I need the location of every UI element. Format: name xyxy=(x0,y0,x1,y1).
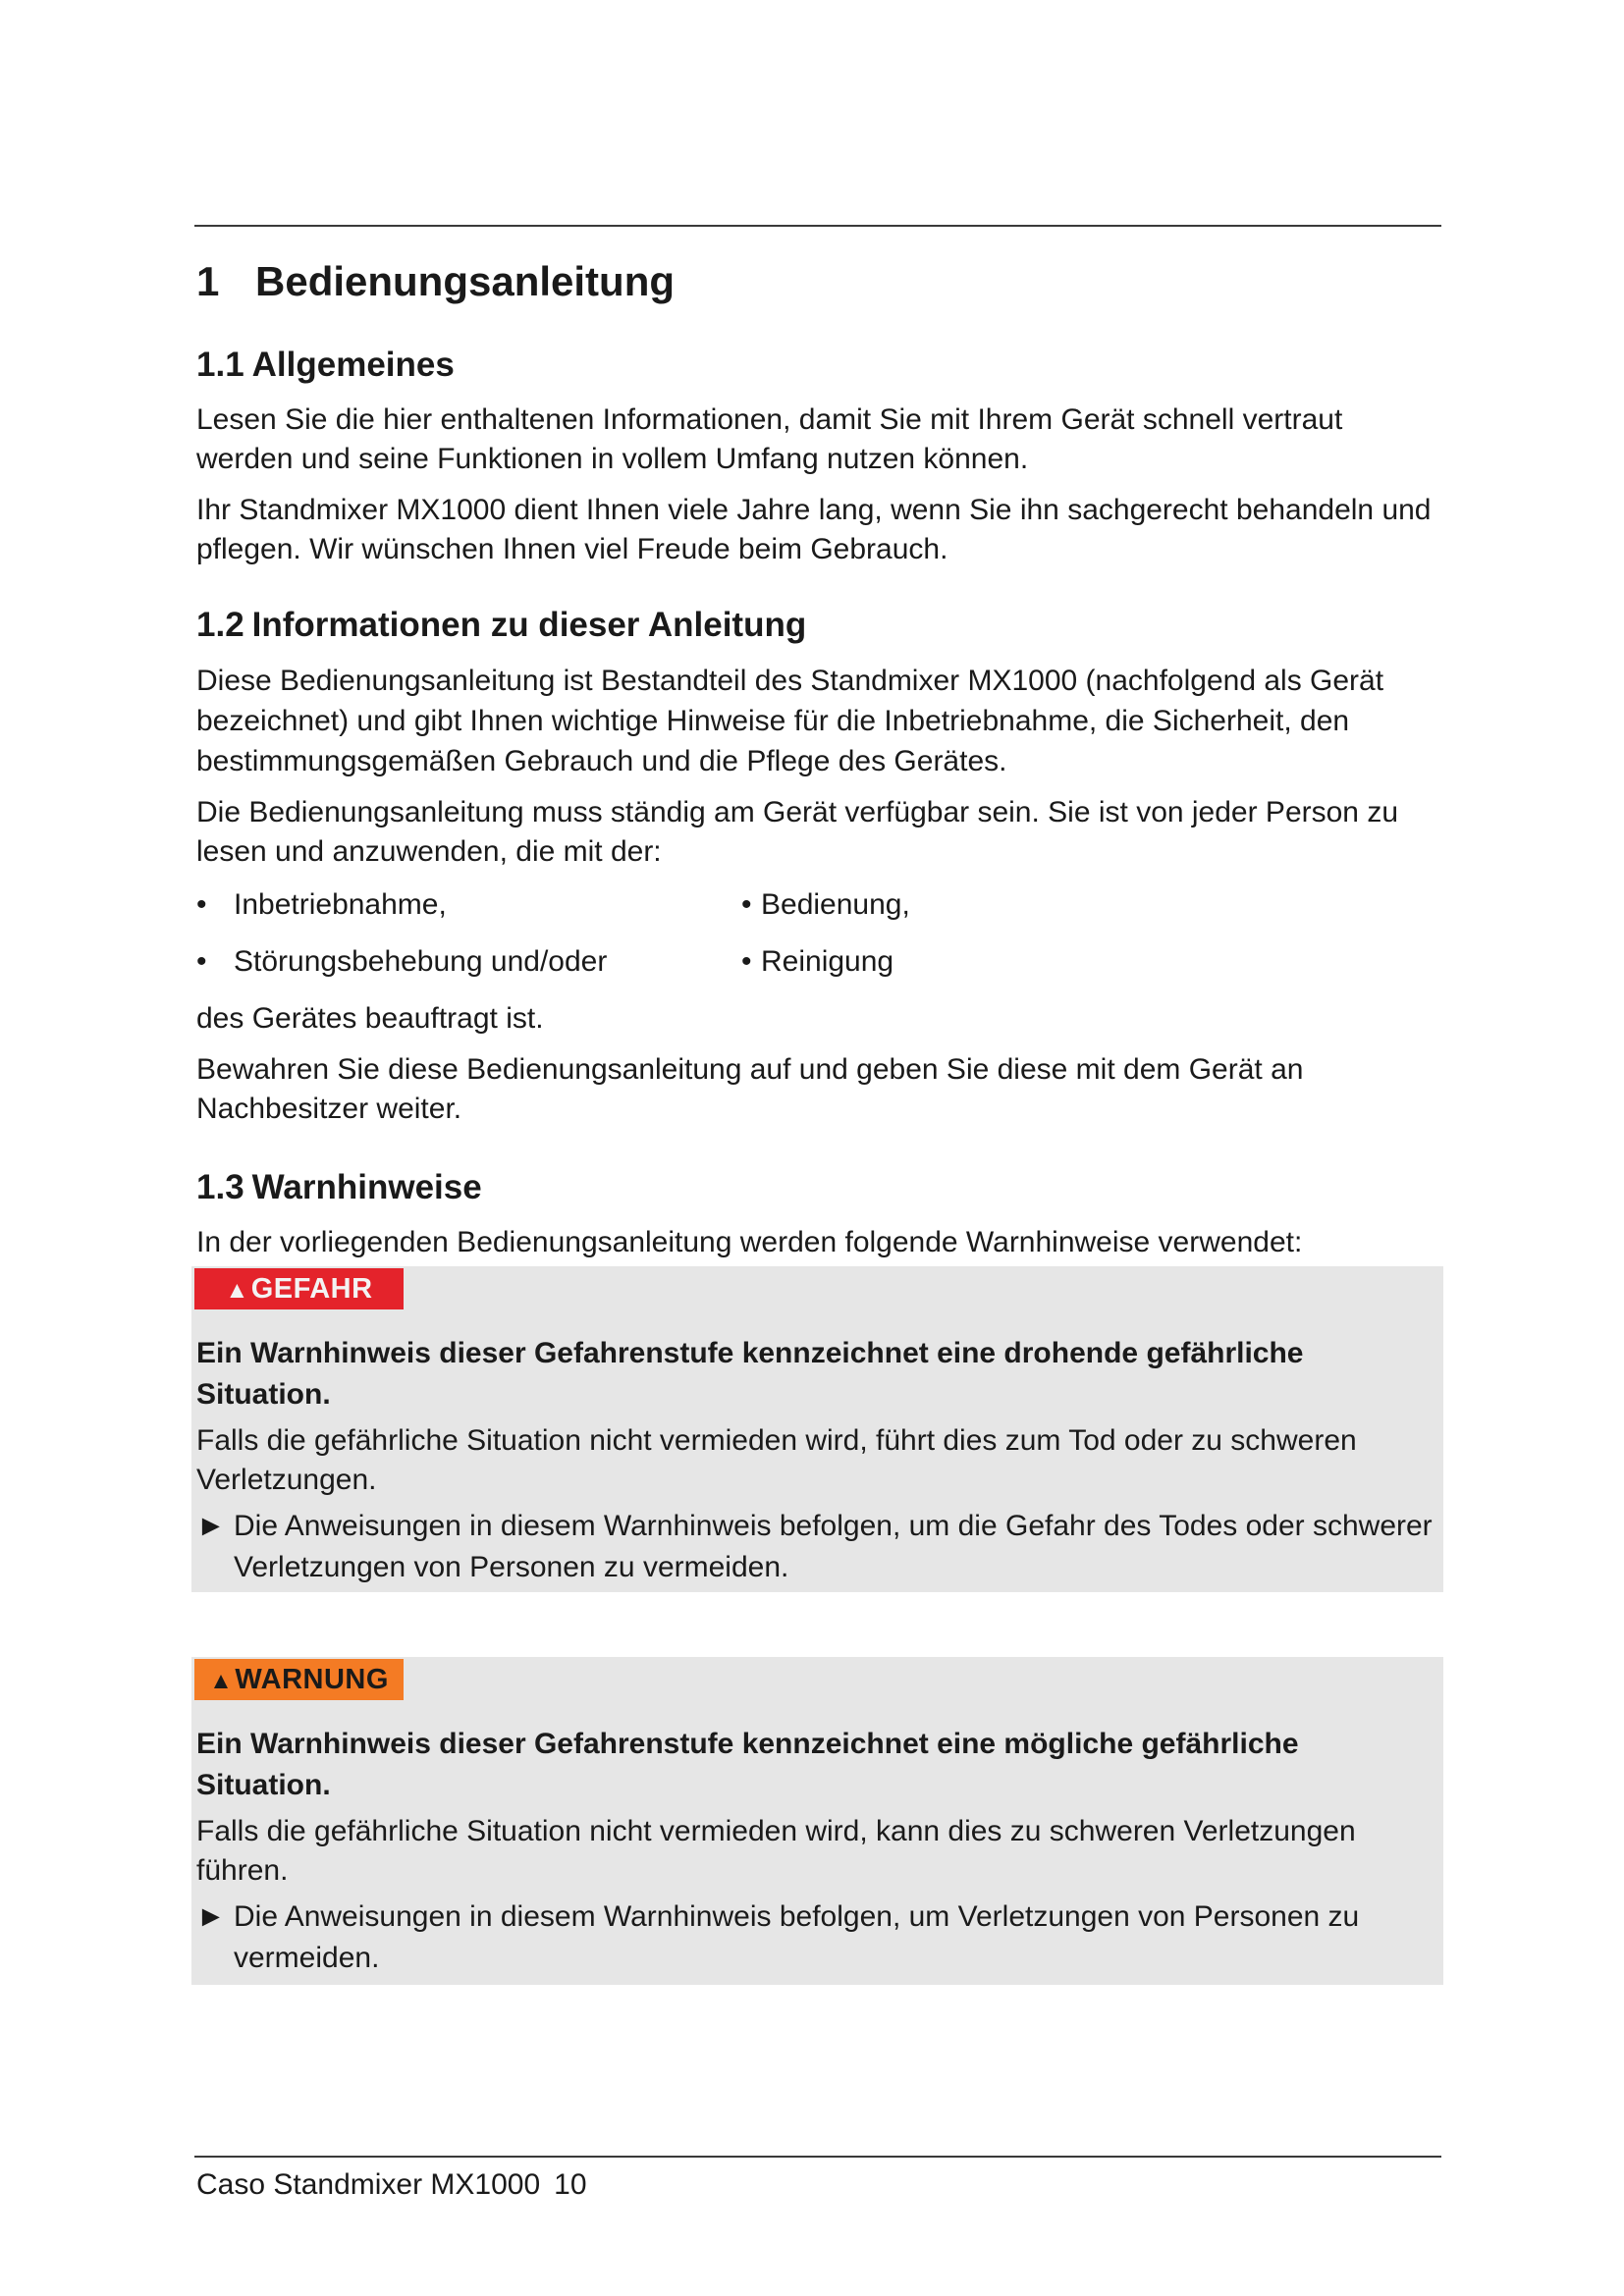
list-item: • Bedienung, xyxy=(741,888,910,921)
bullet-list xyxy=(196,885,1443,982)
notice-text: Falls die gefährliche Situation nicht vermieden wird, kann dies zu schweren Verletzungen führen. xyxy=(196,1815,1356,1887)
paragraph: In der vorliegenden Bedienungsanleitung werden folgende Warnhinweise verwendet: xyxy=(196,1226,1303,1258)
paragraph: Lesen Sie die hier enthaltenen Informationen, damit Sie mit Ihrem Gerät schnell vertraut werden und seine Funktionen in vollem Umfang nutzen können. xyxy=(196,403,1343,475)
chapter-title xyxy=(196,253,1443,310)
paragraph: Die Bedienungsanleitung muss ständig am Gerät verfügbar sein. Sie ist von jeder Person zu lesen und anzuwenden, die mit der: xyxy=(196,796,1399,868)
page-content xyxy=(196,253,1443,1262)
paragraph: Bewahren Sie diese Bedienungsanleitung auf und geben Sie diese mit dem Gerät an Nachbesitzer weiter. xyxy=(196,1053,1304,1125)
section-title: Informationen zu dieser Anleitung xyxy=(251,606,807,644)
chapter-title-text: Bedienungsanleitung xyxy=(255,258,676,304)
list-item: • Störungsbehebung und/oder xyxy=(196,945,608,978)
paragraph: Ihr Standmixer MX1000 dient Ihnen viele Jahre lang, wenn Sie ihn sachgerecht behandeln und pflegen. Wir wünschen Ihnen viel Freude beim Gebrauch. xyxy=(196,494,1432,565)
list-item: • Reinigung xyxy=(741,945,894,978)
arrow-right-icon: ► xyxy=(196,1900,226,1933)
list-item: • Inbetriebnahme, xyxy=(196,888,447,921)
header-rule xyxy=(194,225,1441,227)
paragraph: Diese Bedienungsanleitung ist Bestandteil des Standmixer MX1000 (nachfolgend als Gerät bezeichnet) und gibt Ihnen wichtige Hinweise für die Inbetriebnahme, die Sicherheit, den bestimmungsgemäßen Gebrauch und die Pflege des Gerätes. xyxy=(196,665,1384,777)
page-footer xyxy=(196,2165,587,2205)
page-number: 10 xyxy=(554,2168,587,2201)
section-number: 1.1 xyxy=(196,346,244,384)
chapter-number: 1 xyxy=(196,258,220,304)
footer-rule xyxy=(194,2156,1441,2158)
section-heading-general xyxy=(196,342,1443,389)
danger-notice xyxy=(191,1266,1443,1592)
footer-label: Caso Standmixer MX1000 xyxy=(196,2168,541,2201)
section-title: Warnhinweise xyxy=(251,1168,482,1206)
section-heading-warn xyxy=(196,1164,1443,1211)
notice-headline: Ein Warnhinweis dieser Gefahrenstufe kennzeichnet eine drohende gefährliche Situation. xyxy=(196,1337,1304,1411)
danger-badge: ▲GEFAHR xyxy=(194,1268,404,1309)
arrow-right-icon: ► xyxy=(196,1510,226,1542)
notice-instruction: ► Die Anweisungen in diesem Warnhinweis befolgen, um die Gefahr des Todes oder schwerer Verletzungen von Personen zu vermeiden. xyxy=(196,1506,1435,1588)
notice-headline: Ein Warnhinweis dieser Gefahrenstufe kennzeichnet eine mögliche gefährliche Situation. xyxy=(196,1728,1299,1801)
section-number: 1.2 xyxy=(196,606,244,644)
notice-instruction: ► Die Anweisungen in diesem Warnhinweis befolgen, um Verletzungen von Personen zu vermeiden. xyxy=(196,1896,1435,1979)
warning-badge: ▲WARNUNG xyxy=(194,1659,404,1700)
section-title: Allgemeines xyxy=(251,346,455,384)
notice-text: Falls die gefährliche Situation nicht vermieden wird, führt dies zum Tod oder zu schweren Verletzungen. xyxy=(196,1424,1357,1496)
paragraph: des Gerätes beauftragt ist. xyxy=(196,1002,544,1035)
warning-triangle-icon: ▲ xyxy=(209,1668,234,1694)
section-number: 1.3 xyxy=(196,1168,244,1206)
section-heading-info xyxy=(196,602,1443,649)
warning-triangle-icon: ▲ xyxy=(225,1277,249,1304)
warning-notice xyxy=(191,1657,1443,1985)
